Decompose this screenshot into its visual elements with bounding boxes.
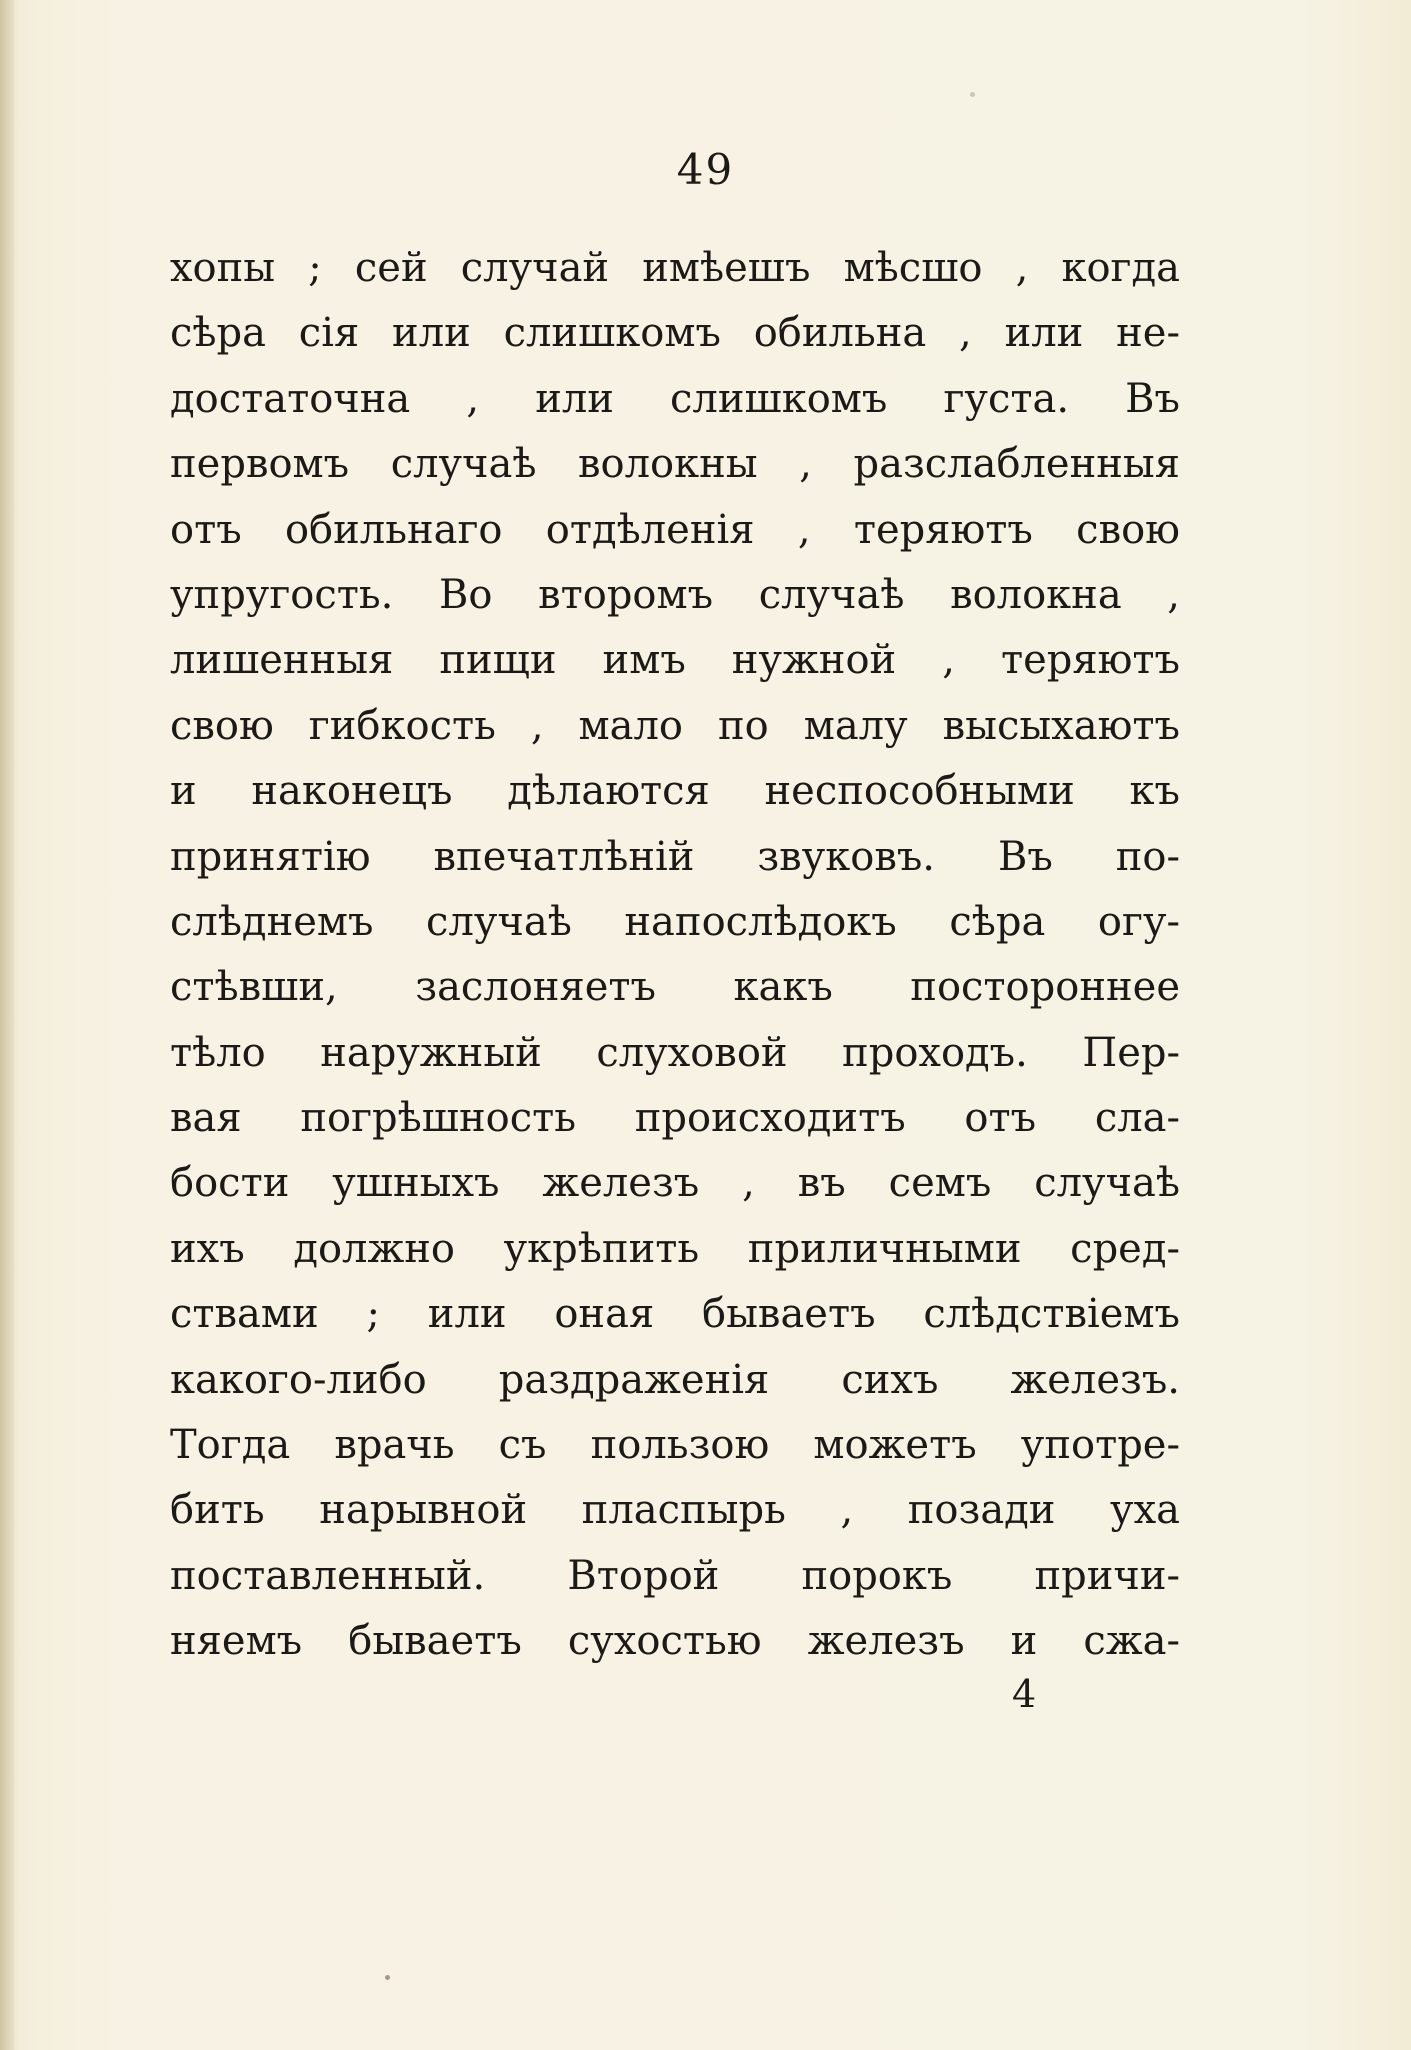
binding-edge: [0, 0, 14, 2050]
text-line: и наконецъ дѣлаются неспособными къ: [170, 768, 1180, 815]
text-line: лишенныя пищи имъ нужной , теряютъ: [170, 637, 1180, 684]
text-line: отъ обильнаго отдѣленія , теряютъ свою: [170, 506, 1180, 553]
text-line: тѣло наружный слуховой проходъ. Пер-: [170, 1029, 1180, 1076]
text-line: бить нарывной пласпырь , позади уха: [170, 1487, 1180, 1534]
text-line: поставленный. Второй порокъ причи-: [170, 1552, 1180, 1599]
text-line: бости ушныхъ железъ , въ семъ случаѣ: [170, 1160, 1180, 1207]
text-line: свою гибкость , мало по малу высыхаютъ: [170, 702, 1180, 749]
text-line: ихъ должно укрѣпить приличными сред-: [170, 1225, 1180, 1272]
body-text: [170, 236, 1180, 1675]
text-line: слѣднемъ случаѣ напослѣдокъ сѣра огу-: [170, 898, 1180, 945]
text-line: сѣра сія или слишкомъ обильна , или не-: [170, 310, 1180, 357]
text-line: первомъ случаѣ волокны , разслабленныя: [170, 441, 1180, 488]
signature-mark: 4: [1012, 1672, 1037, 1716]
text-line: принятію впечатлѣній звуковъ. Въ по-: [170, 833, 1180, 880]
text-line: няемъ бываетъ сухостью железъ и сжа-: [170, 1618, 1180, 1665]
text-line: достаточна , или слишкомъ густа. Въ: [170, 375, 1180, 422]
paper-speck: [385, 1975, 390, 1980]
text-line: вая погрѣшность происходитъ отъ сла-: [170, 1095, 1180, 1142]
text-line: ствами ; или оная бываетъ слѣдствіемъ: [170, 1291, 1180, 1338]
text-line: какого-либо раздраженія сихъ железъ.: [170, 1356, 1180, 1403]
text-line: стѣвши, заслоняетъ какъ постороннее: [170, 964, 1180, 1011]
paper-speck: [970, 92, 975, 97]
text-line: хопы ; сей случай имѣешъ мѣсшо , когда: [170, 245, 1180, 291]
text-line: упругость. Во второмъ случаѣ волокна ,: [170, 571, 1180, 618]
text-line: Тогда врачь съ пользою можетъ употре-: [170, 1422, 1180, 1469]
page-number: 49: [676, 145, 735, 194]
